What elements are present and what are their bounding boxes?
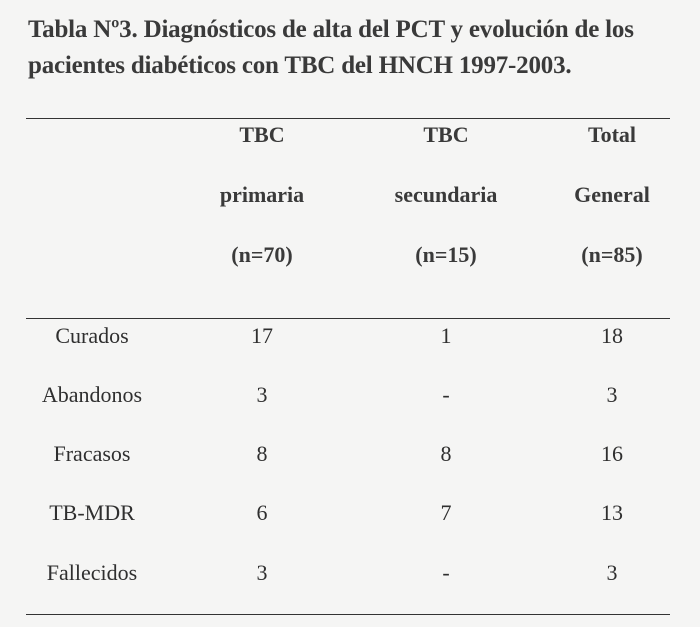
cell-secundaria: 7: [440, 500, 452, 525]
column-header-line: secundaria: [394, 182, 498, 207]
cell-primaria: 8: [256, 441, 268, 466]
table-title: Tabla Nº3. Diagnósticos de alta del PCT y evolución de los pacientes diabéticos con TBC del HNCH 1997-2003.: [28, 16, 634, 79]
table-row: [0, 439, 700, 469]
row-label: Fracasos: [53, 441, 131, 466]
cell-primaria: 6: [256, 500, 268, 525]
cell-total: 3: [606, 560, 618, 585]
table-row: [0, 321, 700, 351]
table-row: [0, 498, 700, 528]
column-header-line: TBC: [239, 122, 285, 147]
header-rule: [26, 318, 670, 319]
column-header-line: primaria: [219, 182, 305, 207]
top-rule: [26, 118, 670, 119]
cell-total: 13: [601, 500, 623, 525]
cell-secundaria: 8: [440, 441, 452, 466]
row-label: Abandonos: [41, 382, 143, 407]
row-label: TB-MDR: [49, 500, 135, 525]
cell-primaria: 3: [256, 560, 268, 585]
table-row: [0, 380, 700, 410]
row-label: Fallecidos: [46, 560, 138, 585]
cell-primaria: 17: [251, 323, 273, 348]
cell-secundaria: 1: [440, 323, 452, 348]
cell-total: 16: [601, 441, 623, 466]
column-header-line: (n=70): [231, 242, 293, 267]
row-label: Curados: [55, 323, 129, 348]
cell-total: 18: [601, 323, 623, 348]
column-header-line: TBC: [423, 122, 469, 147]
cell-secundaria: -: [442, 560, 450, 585]
table-row: [0, 558, 700, 588]
bottom-rule: [26, 614, 670, 615]
column-header-line: Total: [587, 122, 637, 147]
cell-primaria: 3: [256, 382, 268, 407]
column-header-line: (n=85): [581, 242, 643, 267]
cell-total: 3: [606, 382, 618, 407]
column-header-line: (n=15): [415, 242, 477, 267]
column-header-line: General: [574, 182, 650, 207]
cell-secundaria: -: [442, 382, 450, 407]
